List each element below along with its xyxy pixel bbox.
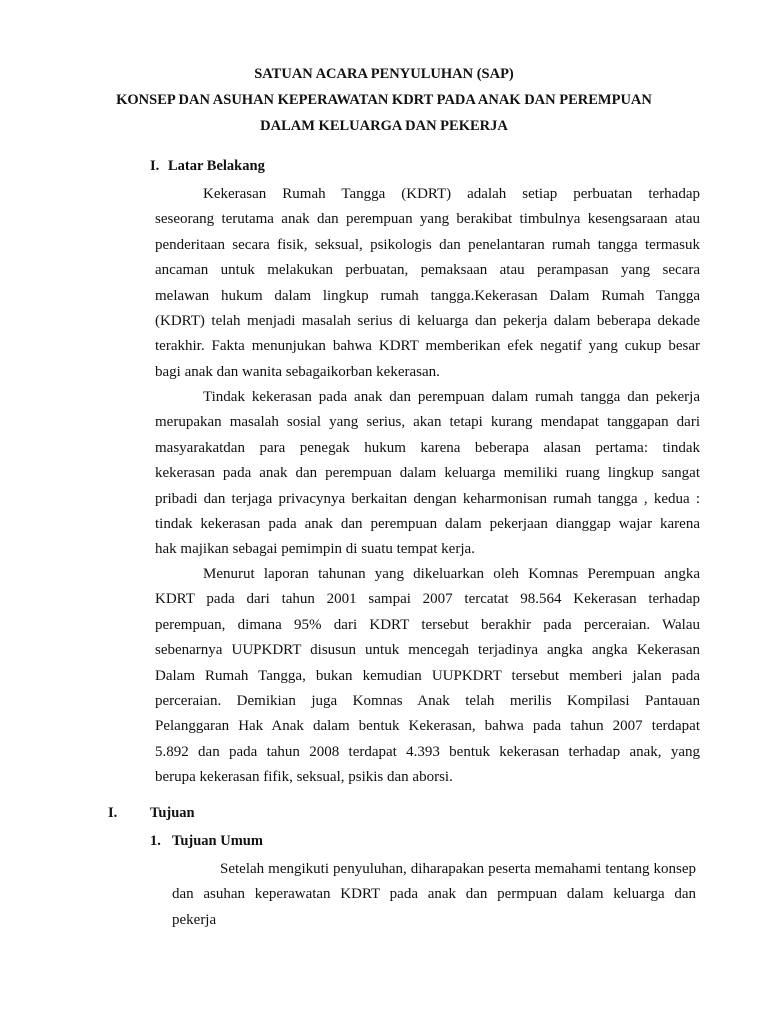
text-line: terakhir. Fakta menunjukan bahwa KDRT memberikan efek negatif yang cukup besar [155,338,700,355]
text-line: kekerasan pada anak dan perempuan dalam keluarga memiliki ruang lingkup sangat [155,465,700,482]
text-line: pribadi dan terjaga privacynya berkaitan dengan keharmonisan rumah tangga , kedua : [155,490,700,507]
text-line: seseorang terutama anak dan perempuan yang berakibat timbulnya kesengsaraan atau [155,211,700,228]
subsection-number: 1. [150,833,161,849]
document-subtitle-line1: KONSEP DAN ASUHAN KEPERAWATAN KDRT PADA ANAK DAN PEREMPUAN [116,92,652,108]
text-line: Menurut laporan tahunan yang dikeluarkan oleh Komnas Perempuan angka [203,566,700,582]
text-line: melawan hukum dalam lingkup rumah tangga.Kekerasan Dalam Rumah Tangga [155,287,700,304]
section-number: I. [150,158,160,174]
section-number: I. [108,805,118,821]
paragraph-3 [155,562,700,791]
subsection-heading-tujuan-umum: Tujuan Umum [172,833,263,849]
paragraph-1 [155,182,700,385]
paragraph-2 [155,385,700,563]
text-line: Kekerasan Rumah Tangga (KDRT) adalah setiap perbuatan terhadap [203,186,700,202]
text-line: KDRT pada dari tahun 2001 sampai 2007 tercatat 98.564 Kekerasan terhadap [155,591,700,608]
text-line: perceraian. Demikian juga Komnas Anak telah merilis Kompilasi Pantauan [155,692,700,709]
document-title: SATUAN ACARA PENYULUHAN (SAP) [254,66,514,82]
text-line: pekerja [172,911,217,928]
text-line: merupakan masalah sosial yang serius, akan tetapi kurang mendapat tanggapan dari [155,414,700,431]
text-line: dan asuhan keperawatan KDRT pada anak dan permpuan dalam keluarga dan [172,886,696,903]
document-subtitle-line2: DALAM KELUARGA DAN PEKERJA [260,118,508,134]
text-line: perempuan, dimana 95% dari KDRT tersebut berakhir pada perceraian. Walau [155,616,700,633]
section-heading-tujuan: Tujuan [150,805,195,821]
text-line: (KDRT) telah menjadi masalah serius di keluarga dan pekerja dalam beberapa dekade [155,312,700,329]
text-line: sebenarnya UUPKDRT disusun untuk mencegah terjadinya angka angka Kekerasan [155,642,700,659]
text-line: hak majikan sebagai pemimpin di suatu tempat kerja. [155,541,475,558]
text-line: berupa kekerasan fifik, seksual, psikis dan aborsi. [155,769,453,786]
text-line: Setelah mengikuti penyuluhan, diharapakan peserta memahami tentang konsep [220,861,696,877]
text-line: bagi anak dan wanita sebagaikorban kekerasan. [155,363,440,380]
section-heading-latar-belakang: Latar Belakang [168,158,265,174]
text-line: 5.892 dan pada tahun 2008 terdapat 4.393 bentuk kekerasan terhadap anak, yang [155,743,700,760]
text-line: Pelanggaran Hak Anak dalam bentuk Kekerasan, bahwa pada tahun 2007 terdapat [155,718,700,735]
text-line: Dalam Rumah Tangga, bukan kemudian UUPKDRT tersebut memberi jalan pada [155,667,700,684]
text-line: Tindak kekerasan pada anak dan perempuan dalam rumah tangga dan pekerja [203,389,700,405]
text-line: tindak kekerasan pada anak dan perempuan dalam pekerjaan dianggap wajar karena [155,515,700,532]
text-line: masyarakatdan para penegak hukum karena beberapa alasan pertama: tindak [155,439,700,456]
text-line: penderitaan secara fisik, seksual, psikologis dan penelantaran rumah tangga termasuk [155,236,700,253]
paragraph-tujuan-umum [172,857,696,933]
text-line: ancaman untuk melakukan perbuatan, pemaksaan atau perampasan yang secara [155,262,700,279]
